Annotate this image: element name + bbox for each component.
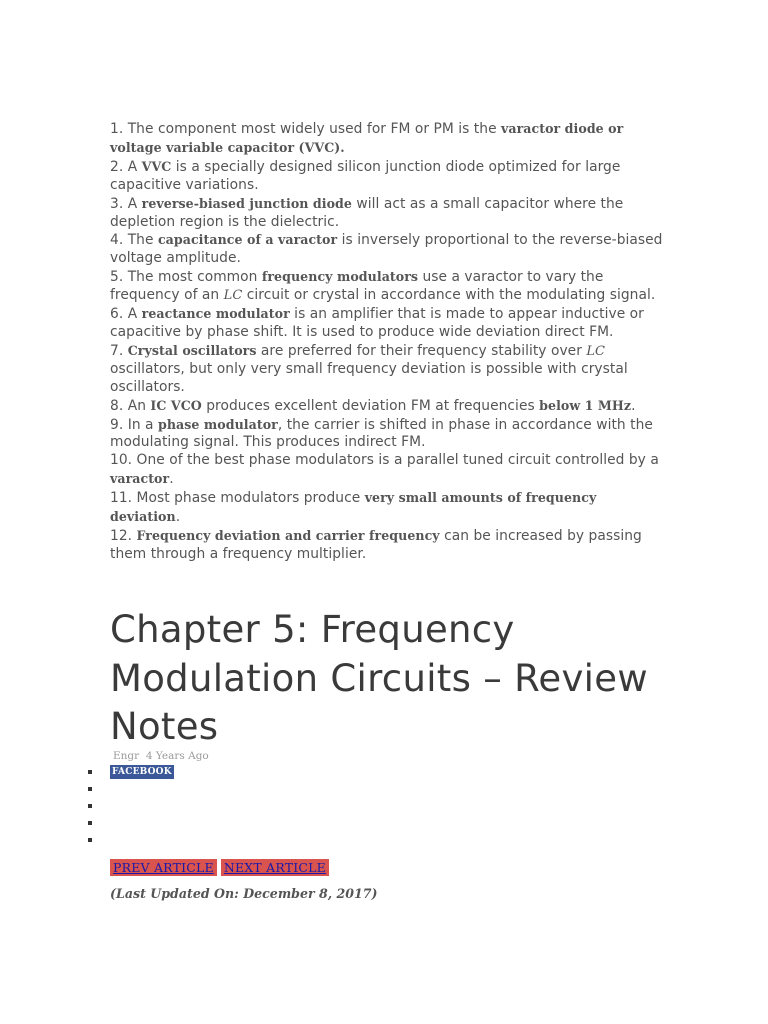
note-emphasis: very small amounts of frequency deviation — [110, 490, 597, 525]
article-navigation — [110, 859, 329, 876]
note-text: circuit or crystal in accordance with the modulating signal. — [242, 287, 656, 304]
note-text: An — [127, 397, 151, 414]
note-emphasis: reverse-biased junction diode — [141, 195, 352, 211]
note-item — [110, 416, 665, 453]
note-text: Most phase modulators produce — [136, 490, 365, 507]
note-emphasis: varactor diode or voltage variable capacitor (VVC). — [110, 121, 624, 155]
note-text: . — [175, 509, 181, 526]
note-item — [110, 397, 665, 416]
note-number: 11. — [110, 490, 133, 507]
bullet-icon — [88, 787, 92, 791]
note-number: 6. — [110, 306, 124, 323]
note-text: A — [127, 195, 142, 212]
note-number: 4. — [110, 232, 124, 249]
note-number: 12. — [110, 527, 133, 544]
note-emphasis: below 1 MHz — [539, 397, 632, 413]
note-text: In a — [127, 416, 158, 433]
note-text: , the carrier is shifted in phase in accordance with the modulating signal. This produces indirect FM. — [110, 416, 653, 451]
note-emphasis: IC VCO — [150, 397, 202, 413]
bullet-icon — [88, 821, 92, 825]
note-text: oscillators, but only very small frequency deviation is possible with crystal oscillators. — [110, 360, 628, 395]
bullet-icon — [88, 804, 92, 808]
note-math-symbol: LC — [586, 343, 606, 359]
note-text: The component most widely used for FM or PM is the — [127, 121, 502, 137]
prev-article-button[interactable]: PREV ARTICLE — [110, 859, 217, 876]
note-item — [110, 158, 665, 195]
note-text: is inversely proportional to the reverse-biased voltage amplitude. — [110, 232, 663, 267]
note-emphasis: VVC — [141, 158, 172, 174]
note-number: 10. — [110, 452, 133, 469]
bullet-icon — [88, 838, 92, 842]
note-text: are preferred for their frequency stability over — [256, 342, 587, 359]
note-text: is an amplifier that is made to appear inductive or capacitive by phase shift. It is used to produce wide deviation direct FM. — [110, 306, 644, 340]
note-number: 8. — [110, 397, 124, 414]
post-date: 4 Years Ago — [145, 750, 209, 762]
note-emphasis: phase modulator — [158, 416, 278, 432]
note-number: 2. — [110, 158, 124, 175]
facebook-share-button[interactable]: FACEBOOK — [112, 767, 172, 777]
author-name[interactable]: Engr — [113, 750, 140, 762]
note-item — [110, 342, 665, 397]
note-text: A — [127, 306, 142, 323]
note-text: produces excellent deviation FM at frequencies — [201, 397, 540, 414]
note-emphasis: frequency modulators — [261, 269, 419, 285]
next-article-button[interactable]: NEXT ARTICLE — [221, 859, 329, 876]
note-text: . — [169, 471, 174, 488]
note-text: The most common — [127, 269, 262, 286]
note-emphasis: Frequency deviation and carrier frequency — [136, 527, 440, 543]
note-item — [110, 452, 665, 489]
note-item — [110, 305, 665, 342]
note-item — [110, 268, 665, 305]
note-math-symbol: LC — [223, 288, 243, 304]
note-number: 3. — [110, 195, 124, 212]
note-item — [110, 231, 665, 268]
review-notes-list — [110, 120, 665, 564]
note-text: The — [127, 232, 158, 249]
note-number: 9. — [110, 416, 124, 433]
article-meta — [113, 750, 209, 762]
note-number: 1. — [110, 121, 124, 137]
note-text: use a varactor to vary the frequency of an — [110, 269, 604, 304]
note-item — [110, 195, 665, 232]
note-text: A — [127, 158, 142, 175]
note-emphasis: Crystal oscillators — [127, 342, 257, 358]
note-emphasis: varactor — [110, 471, 170, 487]
bullet-icon — [88, 770, 92, 774]
note-text: will act as a small capacitor where the depletion region is the dielectric. — [110, 195, 624, 230]
note-text: is a specially designed silicon junction diode optimized for large capacitive variations. — [110, 158, 621, 193]
note-number: 5. — [110, 269, 124, 286]
article-title: Chapter 5: Frequency Modulation Circuits – Review Notes — [110, 608, 648, 748]
note-item — [110, 120, 665, 158]
note-emphasis: reactance modulator — [141, 306, 290, 322]
last-updated: (Last Updated On: December 8, 2017) — [110, 886, 378, 901]
note-item — [110, 489, 665, 527]
note-number: 7. — [110, 342, 124, 359]
note-text: . — [631, 397, 636, 414]
note-text: can be increased by passing them through a frequency multiplier. — [110, 527, 642, 562]
note-emphasis: capacitance of a varactor — [157, 232, 338, 248]
note-item — [110, 527, 665, 564]
note-text: One of the best phase modulators is a parallel tuned circuit controlled by a — [136, 452, 659, 469]
